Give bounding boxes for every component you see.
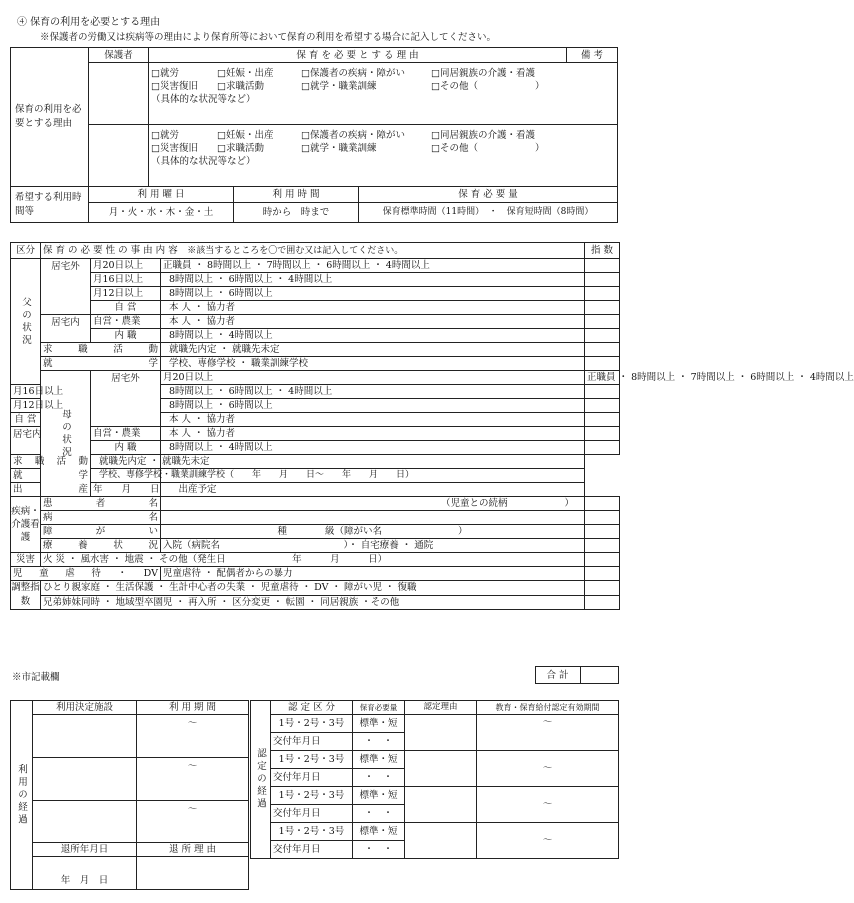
m-self-opt[interactable]: 本 人 ・ 協力者 bbox=[161, 413, 585, 427]
patient-opt[interactable]: （児童との続柄 ） bbox=[161, 497, 585, 511]
cert-reason-1[interactable] bbox=[405, 715, 477, 751]
reason-left-label: 保育の利用を必要とする理由 bbox=[11, 48, 89, 187]
c-idx[interactable] bbox=[585, 511, 620, 525]
adj-label: 調整指数 bbox=[11, 581, 41, 610]
time-value[interactable]: 時から 時まで bbox=[234, 203, 359, 223]
m-farm-opt[interactable]: 本 人 ・ 協力者 bbox=[161, 427, 585, 441]
need-header: 保育必要量 bbox=[353, 701, 405, 715]
f-study: 就 学 bbox=[41, 357, 161, 371]
leave-date-header: 退所年月日 bbox=[33, 843, 137, 857]
m-idx[interactable] bbox=[161, 483, 585, 497]
issue-1: 交付年月日 bbox=[271, 733, 353, 751]
facility-2[interactable] bbox=[33, 758, 137, 801]
validity-3[interactable]: ～ bbox=[477, 787, 619, 823]
guardian-cell-1[interactable] bbox=[89, 63, 149, 125]
period-3[interactable]: ～ bbox=[137, 801, 249, 843]
leave-date[interactable]: 年 月 日 bbox=[33, 857, 137, 890]
m-idx[interactable] bbox=[585, 385, 620, 399]
reason-options-1[interactable] bbox=[149, 63, 567, 125]
f-self-opt[interactable]: 本 人 ・ 協力者 bbox=[161, 301, 585, 315]
m-farm: 自営・農業 bbox=[91, 427, 161, 441]
cert-class-4[interactable]: 1号・2号・3号 bbox=[271, 823, 353, 841]
class-header: 区分 bbox=[11, 243, 41, 259]
f-o16[interactable]: 8時間以上 ・ 6時間以上 ・ 4時間以上 bbox=[161, 273, 585, 287]
amount-header: 保 育 必 要 量 bbox=[359, 187, 618, 203]
m-m20: 月20日以上 bbox=[161, 371, 585, 385]
cert-table bbox=[250, 700, 619, 859]
need-4[interactable]: 標準・短 bbox=[353, 823, 405, 841]
c-idx[interactable] bbox=[585, 497, 620, 511]
reason-other[interactable]: □その他（ ） bbox=[431, 81, 545, 92]
time-header: 利 用 時 間 bbox=[234, 187, 359, 203]
f-idx[interactable] bbox=[585, 357, 620, 371]
wish-table bbox=[10, 186, 618, 223]
reason-header: 保 育 を 必 要 と す る 理 由 bbox=[149, 48, 567, 63]
facility-header: 利用決定施設 bbox=[33, 701, 137, 715]
total-value[interactable] bbox=[580, 667, 618, 684]
cert-class-header: 認 定 区 分 bbox=[271, 701, 353, 715]
care-label: 疾病・介護看護 bbox=[11, 497, 41, 553]
f-farm-opt[interactable]: 本 人 ・ 協力者 bbox=[161, 315, 585, 329]
adj2[interactable]: 兄弟姉妹同時 ・ 地域型卒園児 ・ 再入所 ・ 区分変更 ・ 転園 ・ 同居親族 ・その他 bbox=[41, 595, 585, 610]
reason-jobsearch[interactable]: □求職活動 bbox=[217, 81, 264, 92]
f-job: 求 職 活 動 bbox=[41, 343, 161, 357]
disease-value[interactable] bbox=[161, 511, 585, 525]
f-home-opt[interactable]: 8時間以上 ・ 4時間以上 bbox=[161, 329, 585, 343]
facility-3[interactable] bbox=[33, 801, 137, 843]
f-idx[interactable] bbox=[585, 259, 620, 273]
days-value[interactable]: 月・火・水・木・金・土 bbox=[89, 203, 234, 223]
m-self: 自 営 bbox=[11, 413, 41, 427]
cert-label: 認定の経過 bbox=[251, 701, 271, 859]
f-idx[interactable] bbox=[585, 343, 620, 357]
adj-idx[interactable] bbox=[585, 595, 620, 610]
treatment-opt[interactable]: 入院（病院名 ）・ 自宅療養 ・ 通院 bbox=[161, 539, 585, 553]
reason-disaster[interactable]: □災害復旧 bbox=[151, 143, 198, 154]
father-label: 父の状況 bbox=[11, 259, 41, 385]
f-idx[interactable] bbox=[585, 287, 620, 301]
leave-reason[interactable] bbox=[137, 857, 249, 890]
m-idx[interactable] bbox=[585, 399, 620, 413]
abuse-opt[interactable]: 児童虐待 ・ 配偶者からの暴力 bbox=[161, 567, 585, 581]
index-header: 指 数 bbox=[585, 243, 620, 259]
m-birth: 出 産 bbox=[11, 483, 91, 497]
m-o16[interactable]: 8時間以上 ・ 6時間以上 ・ 4時間以上 bbox=[161, 385, 585, 399]
necessity-table bbox=[10, 242, 854, 610]
need-3[interactable]: 標準・短 bbox=[353, 787, 405, 805]
treatment: 療 養 状 況 bbox=[41, 539, 161, 553]
f-idx[interactable] bbox=[585, 315, 620, 329]
reason-illness[interactable]: □保護者の疾病・障がい bbox=[301, 68, 405, 79]
m-home-opt[interactable]: 8時間以上 ・ 4時間以上 bbox=[161, 441, 585, 455]
need-2[interactable]: 標準・短 bbox=[353, 751, 405, 769]
mother-outside: 居宅外 bbox=[91, 371, 161, 427]
f-idx[interactable] bbox=[585, 301, 620, 315]
m-o12[interactable]: 8時間以上 ・ 6時間以上 bbox=[161, 399, 585, 413]
father-outside: 居宅外 bbox=[41, 259, 91, 315]
reason-illness[interactable]: □保護者の疾病・障がい bbox=[301, 130, 405, 141]
father-inside: 居宅内 bbox=[41, 315, 91, 343]
remarks-header: 備 考 bbox=[567, 48, 618, 63]
f-o12[interactable]: 8時間以上 ・ 6時間以上 bbox=[161, 287, 585, 301]
m-study-opt[interactable]: 学校、専修学校・職業訓練学校（ 年 月 日～ 年 月 日） bbox=[91, 469, 161, 483]
content-header: 保 育 の 必 要 性 の 事 由 内 容 ※該当するところを〇で囲む又は記入してください。 bbox=[41, 243, 585, 259]
f-m20: 月20日以上 bbox=[91, 259, 161, 273]
issue-3: 交付年月日 bbox=[271, 805, 353, 823]
disaster: 災害 bbox=[11, 553, 41, 567]
reason-study[interactable]: □就学・職業訓練 bbox=[301, 81, 377, 92]
f-m16: 月16日以上 bbox=[91, 273, 161, 287]
c-idx[interactable] bbox=[585, 539, 620, 553]
adj1[interactable]: ひとり親家庭 ・ 生活保護 ・ 生計中心者の失業 ・ 児童虐待 ・ DV ・ 障がい児 ・ 復職 bbox=[41, 581, 585, 596]
reason-care[interactable]: □同居親族の介護・看護 bbox=[431, 68, 535, 79]
f-idx[interactable] bbox=[585, 329, 620, 343]
a-idx[interactable] bbox=[585, 567, 620, 581]
reason-table bbox=[10, 47, 618, 187]
adj-idx[interactable] bbox=[585, 581, 620, 596]
reason-work[interactable]: □就労 bbox=[151, 130, 179, 141]
mother-label: 母の状況 bbox=[41, 371, 91, 497]
cert-class-1[interactable]: 1号・2号・3号 bbox=[271, 715, 353, 733]
m-job: 求 職 活 動 bbox=[11, 455, 91, 469]
f-m12: 月12日以上 bbox=[91, 287, 161, 301]
m-m12: 月12日以上 bbox=[11, 399, 41, 413]
issue-date-2[interactable]: ・ ・ bbox=[353, 769, 405, 787]
validity-2[interactable]: ～ bbox=[477, 751, 619, 787]
total-label: 合 計 bbox=[535, 667, 580, 684]
patient: 患 者 名 bbox=[41, 497, 161, 511]
cert-reason-3[interactable] bbox=[405, 787, 477, 823]
c-idx[interactable] bbox=[585, 525, 620, 539]
f-home: 内 職 bbox=[91, 329, 161, 343]
usage-table bbox=[10, 700, 249, 890]
f-o20[interactable]: 正職員 ・ 8時間以上 ・ 7時間以上 ・ 6時間以上 ・ 4時間以上 bbox=[161, 259, 585, 273]
validity-4[interactable]: ～ bbox=[477, 823, 619, 859]
disease: 病 名 bbox=[41, 511, 161, 525]
m-idx[interactable] bbox=[585, 441, 620, 455]
d-idx[interactable] bbox=[585, 553, 620, 567]
reason-care[interactable]: □同居親族の介護・看護 bbox=[431, 130, 535, 141]
usage-label: 利用の経過 bbox=[11, 701, 33, 890]
reason-work[interactable]: □就労 bbox=[151, 68, 179, 79]
f-idx[interactable] bbox=[585, 273, 620, 287]
reason-options-2[interactable] bbox=[149, 125, 567, 187]
validity-header: 教育・保育給付認定有効期間 bbox=[477, 701, 619, 715]
issue-date-3[interactable]: ・ ・ bbox=[353, 805, 405, 823]
reason-pregnancy[interactable]: □妊娠・出産 bbox=[217, 68, 274, 79]
issue-date-1[interactable]: ・ ・ bbox=[353, 733, 405, 751]
m-study: 就 学 bbox=[11, 469, 91, 483]
f-study-opt[interactable]: 学校、専修学校 ・ 職業訓練学校 bbox=[161, 357, 585, 371]
disability-opt[interactable]: 種 級（障がい名 ） bbox=[161, 525, 585, 539]
m-idx[interactable] bbox=[585, 413, 620, 427]
issue-2: 交付年月日 bbox=[271, 769, 353, 787]
m-job-opt[interactable]: 就職先内定 ・ 就職先未定 bbox=[91, 455, 161, 469]
guardian-header: 保護者 bbox=[89, 48, 149, 63]
remarks-cell-2[interactable] bbox=[567, 125, 618, 187]
m-m16: 月16日以上 bbox=[11, 385, 41, 399]
reason-detail-note: （具体的な状況等など） bbox=[151, 156, 256, 167]
city-note: ※市記載欄 bbox=[12, 672, 60, 683]
m-o20[interactable]: 正職員 ・ 8時間以上 ・ 7時間以上 ・ 6時間以上 ・ 4時間以上 bbox=[585, 371, 620, 385]
wish-label: 希望する利用時間等 bbox=[11, 187, 89, 223]
issue-4: 交付年月日 bbox=[271, 841, 353, 859]
f-farm: 自営・農業 bbox=[91, 315, 161, 329]
m-idx[interactable] bbox=[585, 427, 620, 441]
m-idx[interactable] bbox=[161, 455, 585, 469]
period-1[interactable]: ～ bbox=[137, 715, 249, 758]
disability: 障 が い bbox=[41, 525, 161, 539]
cert-class-2[interactable]: 1号・2号・3号 bbox=[271, 751, 353, 769]
validity-1[interactable]: ～ bbox=[477, 715, 619, 751]
period-2[interactable]: ～ bbox=[137, 758, 249, 801]
disaster-opt[interactable]: 火 災 ・ 風水害 ・ 地震 ・ その他（発生日 年 月 日） bbox=[41, 553, 585, 567]
reason-disaster[interactable]: □災害復旧 bbox=[151, 81, 198, 92]
cert-class-3[interactable]: 1号・2号・3号 bbox=[271, 787, 353, 805]
leave-reason-header: 退 所 理 由 bbox=[137, 843, 249, 857]
reason-pregnancy[interactable]: □妊娠・出産 bbox=[217, 130, 274, 141]
remarks-cell-1[interactable] bbox=[567, 63, 618, 125]
guardian-cell-2[interactable] bbox=[89, 125, 149, 187]
section-title: ④ 保育の利用を必要とする理由 bbox=[17, 17, 161, 28]
period-header: 利 用 期 間 bbox=[137, 701, 249, 715]
m-birth-opt[interactable]: 年 月 日 出産予定 bbox=[91, 483, 161, 497]
abuse: 児 童 虐 待 ・ DV bbox=[11, 567, 161, 581]
cert-reason-2[interactable] bbox=[405, 751, 477, 787]
cert-reason-header: 認定理由 bbox=[405, 701, 477, 715]
m-home: 内 職 bbox=[91, 441, 161, 455]
reason-jobsearch[interactable]: □求職活動 bbox=[217, 143, 264, 154]
section-note: ※保護者の労働又は疾病等の理由により保育所等において保育の利用を希望する場合に記入してください。 bbox=[40, 32, 497, 43]
reason-detail-note: （具体的な状況等など） bbox=[151, 94, 256, 105]
f-job-opt[interactable]: 就職先内定 ・ 就職先未定 bbox=[161, 343, 585, 357]
days-header: 利 用 曜 日 bbox=[89, 187, 234, 203]
f-self: 自 営 bbox=[91, 301, 161, 315]
cert-reason-4[interactable] bbox=[405, 823, 477, 859]
issue-date-4[interactable]: ・ ・ bbox=[353, 841, 405, 859]
reason-study[interactable]: □就学・職業訓練 bbox=[301, 143, 377, 154]
mother-inside: 居宅内 bbox=[11, 427, 41, 455]
reason-other[interactable]: □その他（ ） bbox=[431, 143, 545, 154]
facility-1[interactable] bbox=[33, 715, 137, 758]
amount-value[interactable]: 保育標準時間（11時間） ・ 保育短時間（8時間） bbox=[359, 203, 618, 223]
need-1[interactable]: 標準・短 bbox=[353, 715, 405, 733]
city-bar bbox=[10, 666, 619, 684]
